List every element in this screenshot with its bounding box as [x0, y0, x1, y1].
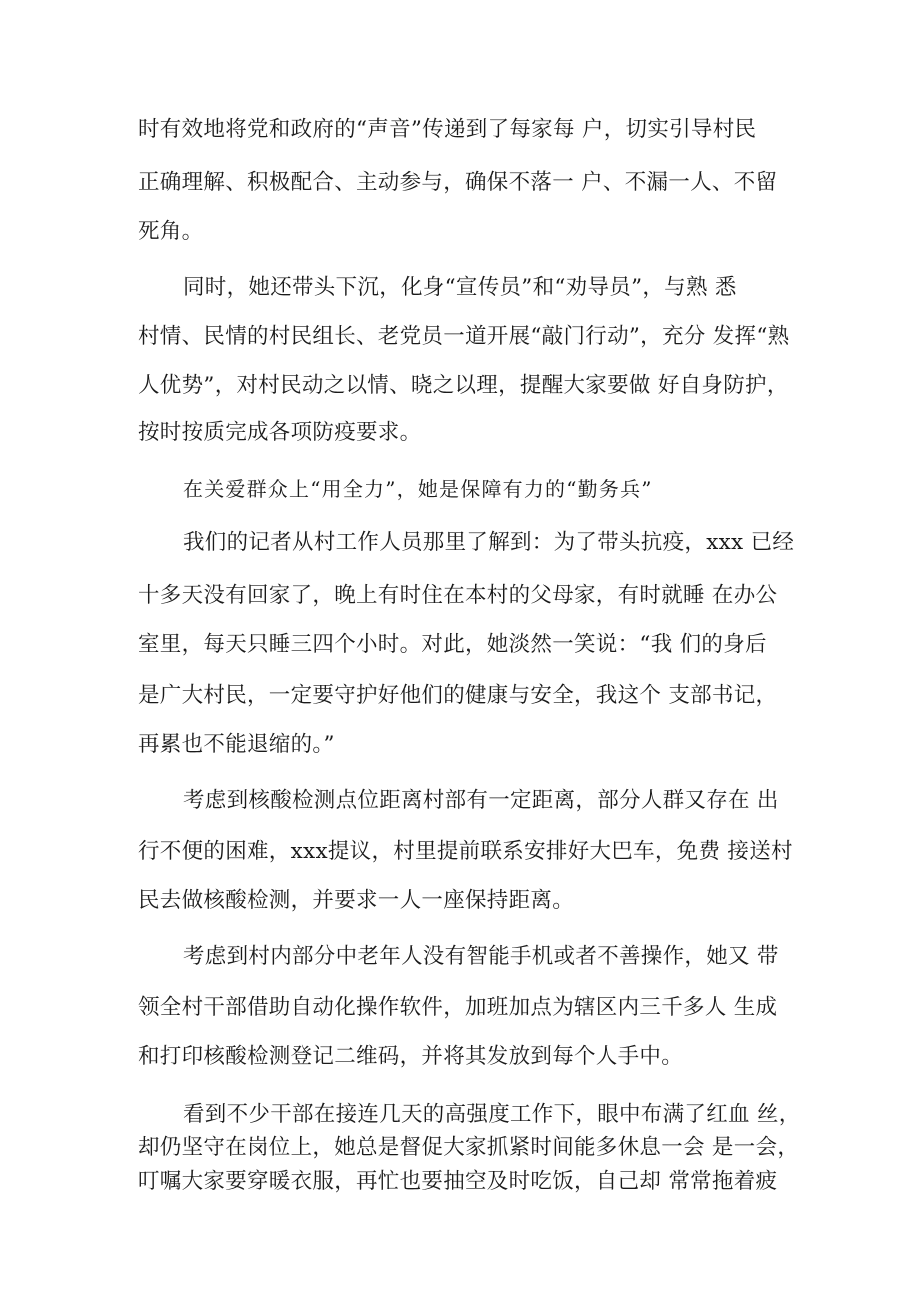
paragraph-2-line-3: 人优势”，对村民动之以情、晓之以理，提醒大家要做 好自身防护，: [138, 373, 789, 398]
paragraph-1-line-3: 死角。: [138, 219, 204, 244]
paragraph-5-line-2: 领全村干部借助自动化操作软件，加班加点为辖区内三千多人 生成: [138, 995, 778, 1020]
paragraph-3-line-1: 我们的记者从村工作人员那里了解到：为了带头抗疫，xxx 已经: [183, 530, 795, 555]
paragraph-5-line-1: 考虑到村内部分中老年人没有智能手机或者不善操作，她又 带: [183, 944, 779, 969]
section-subheading: 在关爱群众上“用全力”，她是保障有力的“勤务兵”: [183, 477, 653, 501]
paragraph-3-line-3: 室里，每天只睡三四个小时。对此，她淡然一笑说：“我 们的身后: [138, 632, 767, 657]
paragraph-3-line-4: 是广大村民，一定要守护好他们的健康与安全，我这个 支部书记，: [138, 683, 778, 708]
paragraph-6-line-2: 却仍坚守在岗位上，她总是督促大家抓紧时间能多休息一会 是一会，: [138, 1135, 800, 1160]
paragraph-1-line-1: 时有效地将党和政府的“声音”传递到了每家每 户，切实引导村民: [138, 117, 757, 142]
paragraph-2-line-1: 同时，她还带头下沉，化身“宣传员”和“劝导员”，与熟 悉: [183, 275, 737, 300]
paragraph-2-line-2: 村情、民情的村民组长、老党员一道开展“敲门行动”，充分 发挥“熟: [138, 324, 790, 349]
paragraph-1-line-2: 正确理解、积极配合、主动参与，确保不落一 户、不漏一人、不留: [138, 170, 778, 195]
paragraph-6-line-3: 叮嘱大家要穿暖衣服，再忙也要抽空及时吃饭，自己却 常常拖着疲: [138, 1169, 778, 1194]
paragraph-2-line-4: 按时按质完成各项防疫要求。: [138, 420, 422, 445]
paragraph-4-line-2: 行不便的困难，xxx提议，村里提前联系安排好大巴车，免费 接送村: [138, 839, 793, 864]
paragraph-4-line-1: 考虑到核酸检测点位距离村部有一定距离，部分人群又存在 出: [183, 788, 779, 813]
paragraph-3-line-2: 十多天没有回家了，晚上有时住在本村的父母家，有时就睡 在办公: [138, 583, 778, 608]
paragraph-5-line-3: 和打印核酸检测登记二维码，并将其发放到每个人手中。: [138, 1044, 684, 1069]
paragraph-6-line-1: 看到不少干部在接连几天的高强度工作下，眼中布满了红血 丝，: [183, 1102, 801, 1127]
paragraph-3-line-5: 再累也不能退缩的。”: [138, 732, 335, 757]
paragraph-4-line-3: 民去做核酸检测，并要求一人一座保持距离。: [138, 888, 575, 913]
